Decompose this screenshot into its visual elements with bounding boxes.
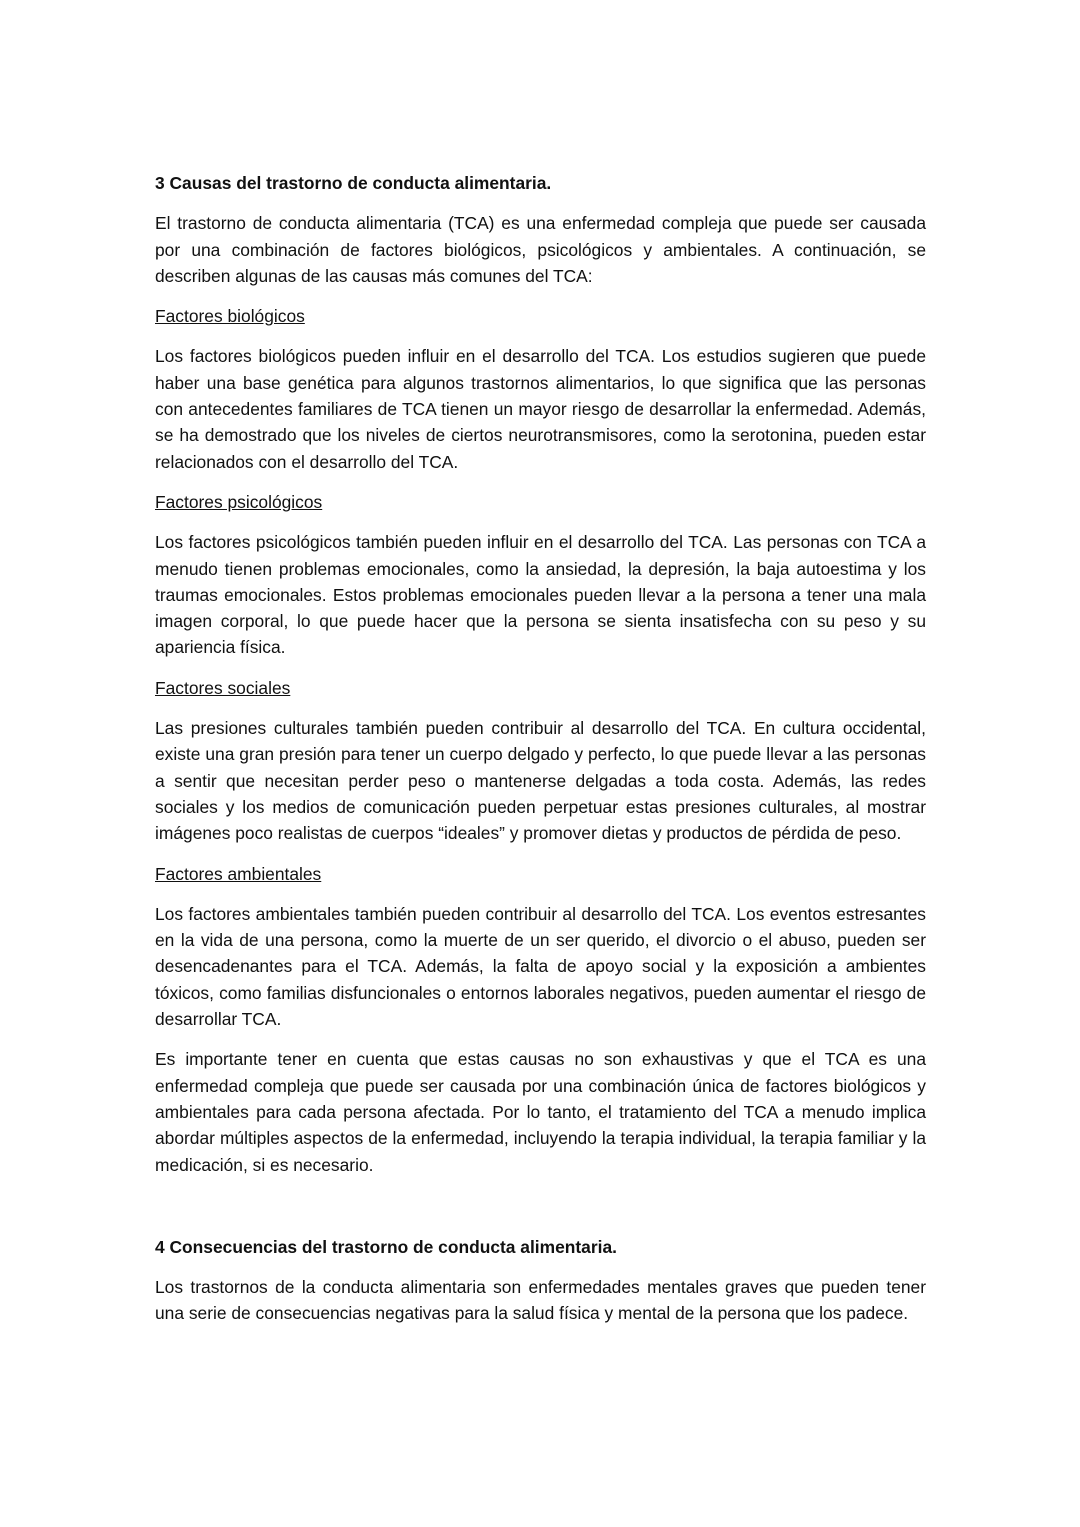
subsection-text-biological: Los factores biológicos pueden influir en el desarrollo del TCA. Los estudios sugieren que puede haber una base genética para algunos trastornos alimentarios, lo que significa que las personas con antecedentes familiares de TCA tienen un mayor riesgo de desarrollar la enfermedad. Además, se ha demostrado que los niveles de ciertos neurotransmisores, como la serotonina, pueden estar relacionados con el desarrollo del TCA.: [155, 346, 926, 472]
document-body: [155, 170, 926, 1341]
subsection-title-social: Factores sociales: [155, 677, 291, 698]
section-4-heading: 4 Consecuencias del trastorno de conducta alimentaria.: [155, 1236, 617, 1257]
subsection-title-biological: Factores biológicos: [155, 306, 305, 327]
section-spacer: [155, 1192, 926, 1234]
subsection-title-environmental: Factores ambientales: [155, 863, 322, 884]
subsection-text-psychological: Los factores psicológicos también pueden influir en el desarrollo del TCA. Las personas con TCA a menudo tienen problemas emocionales, como la ansiedad, la depresión, la baja autoestima y los traumas emocionales. Estos problemas emocionales pueden llevar a la persona a tener una mala imagen corporal, lo que puede hacer que la persona se sienta insatisfecha con su peso y su apariencia física.: [155, 532, 926, 658]
section-3-heading: 3 Causas del trastorno de conducta alimentaria.: [155, 173, 552, 193]
section-3-intro: El trastorno de conducta alimentaria (TCA) es una enfermedad compleja que puede ser causada por una combinación de factores biológicos, psicológicos y ambientales. A continuación, se describen algunas de las causas más comunes del TCA:: [155, 213, 926, 286]
subsection-text-environmental: Los factores ambientales también pueden contribuir al desarrollo del TCA. Los eventos estresantes en la vida de una persona, como la muerte de un ser querido, el divorcio o el abuso, pueden ser desencadenantes para el TCA. Además, la falta de apoyo social y la exposición a ambientes tóxicos, como familias disfuncionales o entornos laborales negativos, pueden aumentar el riesgo de desarrollar TCA.: [155, 903, 926, 1030]
section-3-closing: Es importante tener en cuenta que estas causas no son exhaustivas y que el TCA es una enfermedad compleja que puede ser causada por una combinación única de factores biológicos y ambientales para cada persona afectada. Por lo tanto, el tratamiento del TCA a menudo implica abordar múltiples aspectos de la enfermedad, incluyendo la terapia individual, la terapia familiar y la medicación, si es necesario.: [155, 1049, 926, 1175]
subsection-text-social: Las presiones culturales también pueden contribuir al desarrollo del TCA. En cultura occidental, existe una gran presión para tener un cuerpo delgado y perfecto, lo que puede llevar a las personas a sentir que necesitan perder peso o mantenerse delgadas a toda costa. Además, las redes sociales y los medios de comunicación pueden perpetuar estas presiones culturales, al mostrar imágenes poco realistas de cuerpos “ideales” y promover dietas y productos de pérdida de peso.: [155, 718, 926, 844]
section-4-intro: Los trastornos de la conducta alimentaria son enfermedades mentales graves que pueden tener una serie de consecuencias negativas para la salud física y mental de la persona que los padece.: [155, 1277, 926, 1324]
subsection-title-psychological: Factores psicológicos: [155, 491, 323, 512]
